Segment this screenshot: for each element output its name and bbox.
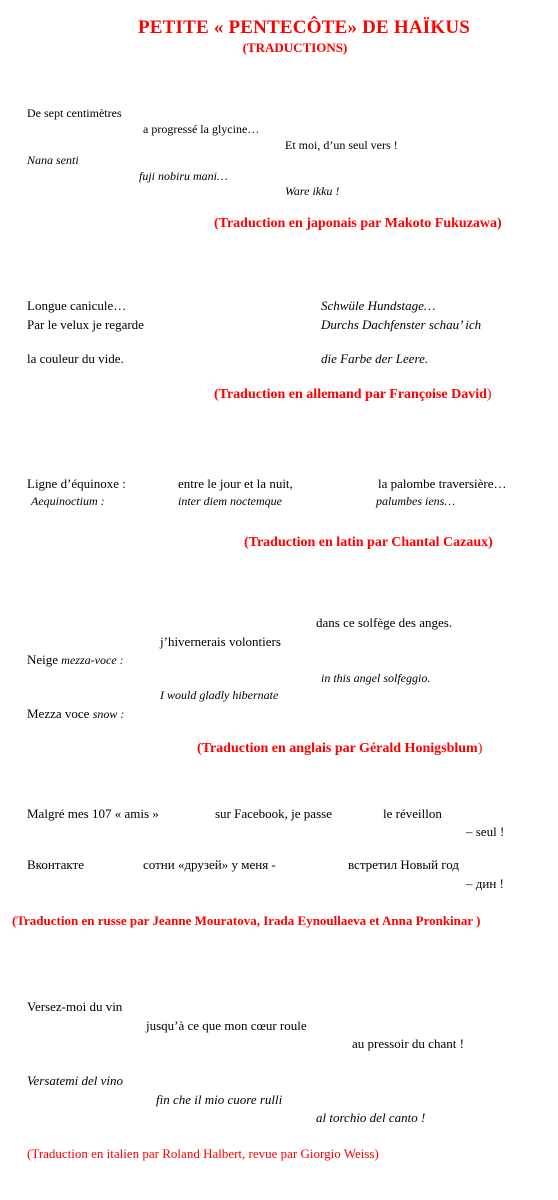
credit-text: (Traduction en allemand par Françoise David <box>214 387 487 402</box>
haiku-translation-line: встретил Новый год <box>348 857 460 872</box>
haiku-translation-line: al torchio del canto ! <box>316 1110 426 1125</box>
translation-credit: (Traduction en latin par Chantal Cazaux) <box>244 535 493 550</box>
page-subtitle: (TRADUCTIONS) <box>242 40 348 55</box>
haiku-translation-line: inter diem noctemque <box>178 494 282 508</box>
haiku-line: la palombe traversière… <box>378 476 507 491</box>
haiku-translation-line: fuji nobiru mani… <box>139 169 228 183</box>
haiku-line: entre le jour et la nuit, <box>178 476 293 491</box>
translation-credit <box>214 385 492 403</box>
credit-end: ) <box>477 741 483 756</box>
haiku-line-italic: snow : <box>92 707 125 721</box>
haiku-line: j’hivernerais volontiers <box>160 634 281 649</box>
haiku-line: De sept centimètres <box>27 106 122 120</box>
haiku-line: Par le velux je regarde <box>27 317 144 332</box>
translation-credit: (Traduction en russe par Jeanne Mouratova, Irada Eynoullaeva et Anna Pronkinar ) <box>12 913 481 928</box>
haiku-line <box>27 652 124 668</box>
haiku-line: a progressé la glycine… <box>143 122 260 136</box>
haiku-line: le réveillon <box>383 806 442 821</box>
haiku-line: – seul ! <box>466 824 505 839</box>
haiku-translation-line: Schwüle Hundstage… <box>321 298 436 313</box>
haiku-translation-line: Вконтакте <box>27 857 84 872</box>
translation-credit: (Traduction en japonais par Makoto Fukuzawa) <box>214 216 502 231</box>
haiku-translation-line: I would gladly hibernate <box>160 688 279 702</box>
haiku-translation-line: in this angel solfeggio. <box>321 671 431 685</box>
haiku-translation-line: Aequinoctium : <box>31 494 105 508</box>
credit-end: ) <box>486 387 492 402</box>
haiku-line: sur Facebook, je passe <box>215 806 332 821</box>
haiku-line-part: Neige <box>27 652 62 667</box>
haiku-translation-line: die Farbe der Leere. <box>321 351 429 366</box>
haiku-line: Et moi, d’un seul vers ! <box>285 138 398 152</box>
haiku-line: au pressoir du chant ! <box>352 1036 464 1051</box>
haiku-line: Versez-moi du vin <box>27 999 123 1014</box>
credit-text: (Traduction en anglais par Gérald Honigsblum <box>197 741 478 756</box>
page-title: PETITE « PENTECÔTE» DE HAÏKUS <box>137 17 471 38</box>
haiku-line-part: Mezza voce <box>27 706 93 721</box>
haiku-line: Longue canicule… <box>27 298 127 313</box>
haiku-line: Malgré mes 107 « amis » <box>27 806 159 821</box>
translation-credit <box>197 739 482 757</box>
haiku-translation-line: Nana senti <box>27 153 79 167</box>
haiku-translation-line: fin che il mio cuore rulli <box>156 1092 283 1107</box>
haiku-translation-line: – дин ! <box>466 876 504 891</box>
haiku-translation-line: Durchs Dachfenster schau’ ich <box>321 317 482 332</box>
haiku-translation-line: palumbes iens… <box>376 494 455 508</box>
haiku-translation-line: Ware ikku ! <box>285 184 340 198</box>
haiku-line: jusqu’à ce que mon cœur roule <box>146 1018 307 1033</box>
haiku-line: la couleur du vide. <box>27 351 124 366</box>
haiku-translation-line <box>27 706 124 722</box>
haiku-translation-line: сотни «друзей» у меня - <box>143 857 276 872</box>
haiku-line: Ligne d’équinoxe : <box>27 476 126 491</box>
haiku-line: dans ce solfège des anges. <box>316 615 453 630</box>
haiku-translation-line: Versatemi del vino <box>27 1073 124 1088</box>
haiku-line-italic: mezza-voce : <box>61 653 124 667</box>
translation-credit: (Traduction en italien par Roland Halbert, revue par Giorgio Weiss) <box>27 1146 379 1161</box>
